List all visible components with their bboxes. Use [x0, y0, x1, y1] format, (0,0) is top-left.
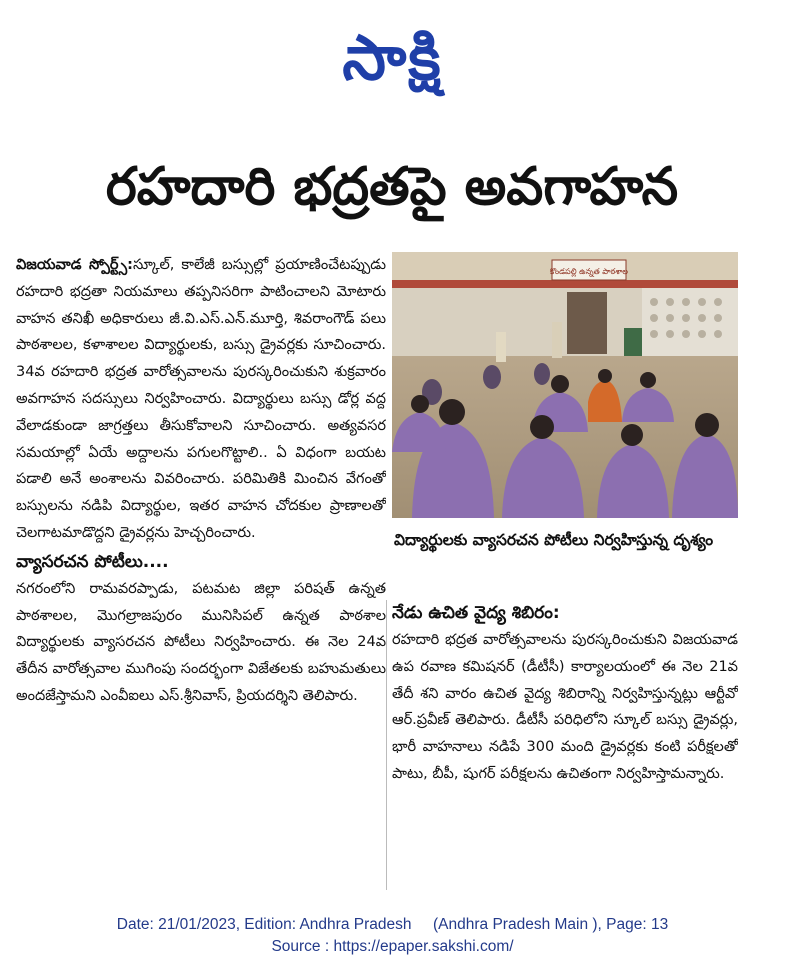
column-divider [386, 600, 387, 890]
article-photo [392, 252, 738, 518]
masthead [0, 18, 785, 98]
subheading-essay-competition: వ్యాసరచన పోటీలు.... [16, 551, 169, 572]
photo-caption: విద్యార్థులకు వ్యాసరచన పోటీలు నిర్వహిస్తున్న దృశ్యం [394, 531, 714, 549]
article-left-column [16, 252, 386, 892]
article-paragraph-2: నగరంలోని రామవరప్పాడు, పటమట జిల్లా పరిషత్ ఉన్నత పాఠశాలల, మొగల్రాజపురం మునిసిపల్ ఉన్నత పాఠశాల విద్యార్థులకు వ్యాసరచన పోటీలు నిర్వహించారు. ఈ నెల 24వ తేదీన వారోత్సవాల ముగింపు సందర్భంగా విజేతలకు బహుమతులు అందజేస్తామని ఎంవీఐలు ఎస్.శ్రీనివాస్, ప్రియదర్శిని తెలిపారు. [16, 580, 386, 704]
footer-date-line: Date: 21/01/2023, Edition: Andhra Pradesh (Andhra Pradesh Main ), Page: 13 [116, 916, 669, 933]
dateline: విజయవాడ స్పోర్ట్స్: [16, 257, 133, 273]
footer-source-line[interactable]: Source : https://epaper.sakshi.com/ [271, 938, 514, 955]
students-writing-photo [392, 252, 738, 518]
sakshi-logo: సాక్షి [342, 21, 443, 94]
photo-banner-text: కొండపల్లి ఉన్నత పాఠశాల [550, 267, 628, 276]
paragraph-1-text: స్కూల్, కాలేజీ బస్సుల్లో ప్రయాణించేటప్పుడు రహదారి భద్రతా నియమాలు తప్పనిసరిగా పాటించాలని మోటారు వాహన తనిఖీ అధికారులు జీ.వి.ఎస్.ఎన్.మూర్తి, శివరాంగౌడ్ పలు పాఠశాలల, కళాశాలల విద్యార్థులకు, బస్సు డ్రైవర్లకు సూచించారు. 34వ రహదారి భద్రత వారోత్సవాలను పురస్కరించుకుని శుక్రవారం అవగాహన సదస్సులు నిర్వహించారు. విద్యార్థులు బస్సు డోర్ల వద్ద వేలాడకుండా జాగ్రత్తలు తీసుకోవాలని సూచించారు. అత్యవసర సమయాల్లో ఏయే అద్దాలను పగులగొట్టాలి.. ఏ విధంగా బయట పడాలి అనే అంశాలను వివరించారు. పరిమితికి మించిన వేగంతో బస్సులను నడిపి విద్యార్థుల, ఇతర వాహన చోదకుల ప్రాణాలతో చెలగాటమాడొద్దని డ్రైవర్లను హెచ్చరించారు. [16, 257, 386, 541]
footer [0, 914, 785, 958]
subheading-free-medical-camp: నేడు ఉచిత వైద్య శిబిరం: [392, 603, 560, 623]
article-right-column [392, 600, 738, 900]
headline: రహదారి భద్రతపై అవగాహన [105, 157, 679, 217]
article-paragraph-3: రహదారి భద్రత వారోత్సవాలను పురస్కరించుకుని విజయవాడ ఉప రవాణ కమిషనర్ (డీటీసీ) కార్యాలయంలో ఈ నెల 21వ తేదీ శని వారం ఉచిత వైద్య శిబిరాన్ని నిర్వహిస్తున్నట్లు ఆర్టీవో ఆర్.ప్రవీణ్ తెలిపారు. డీటీసీ పరిధిలోని స్కూల్ బస్సు డ్రైవర్లు, భారీ వాహనాలు నడిపే 300 మంది డ్రైవర్లకు కంటి పరీక్షలతో పాటు, బీపీ, షుగర్ పరీక్షలను ఉచితంగా నిర్వహిస్తామన్నారు. [392, 632, 738, 782]
article-paragraph-1 [16, 252, 386, 547]
